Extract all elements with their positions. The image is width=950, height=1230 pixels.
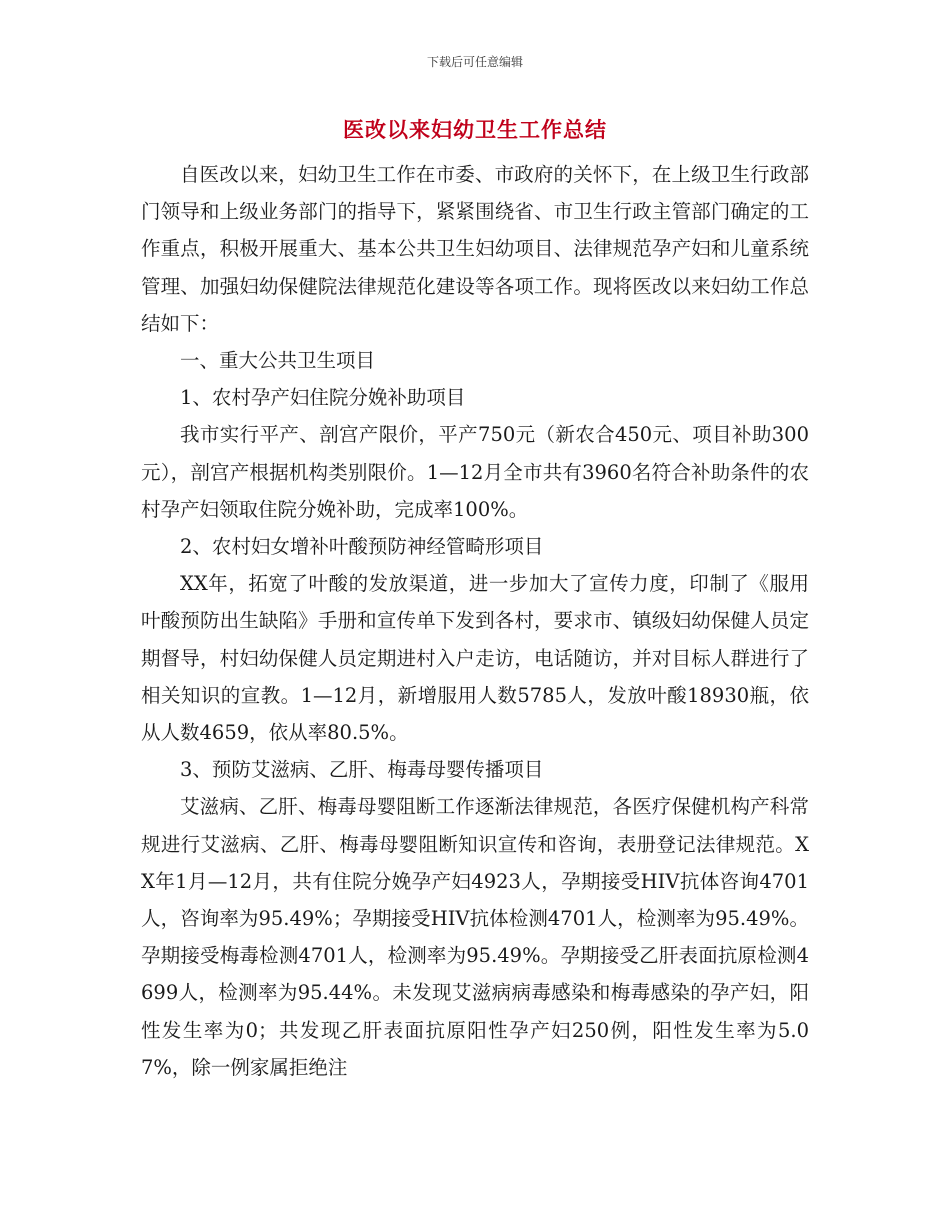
page-header: 下载后可任意编辑 bbox=[426, 55, 523, 69]
document-title: 医改以来妇幼卫生工作总结 bbox=[343, 117, 607, 142]
subheading-3: 3、预防艾滋病、乙肝、梅毒母婴传播项目 bbox=[180, 758, 544, 782]
document-body bbox=[141, 156, 809, 1086]
paragraph-delivery-subsidy: 我市实行平产、剖宫产限价，平产750元（新农合450元、项目补助300元），剖宫产根据机构类别限价。1—12月全市共有3960名符合补助条件的农村孕产妇领取住院分娩补助，完成率100%。 bbox=[141, 423, 809, 521]
paragraph-intro: 自医改以来，妇幼卫生工作在市委、市政府的关怀下，在上级卫生行政部门领导和上级业务部门的指导下，紧紧围绕省、市卫生行政主管部门确定的工作重点，积极开展重大、基本公共卫生妇幼项目、法律规范孕产妇和儿童系统管理、加强妇幼保健院法律规范化建设等各项工作。现将医改以来妇幼工作总结如下： bbox=[141, 163, 809, 335]
paragraph-mother-infant-transmission: 艾滋病、乙肝、梅毒母婴阻断工作逐渐法律规范，各医疗保健机构产科常规进行艾滋病、乙肝、梅毒母婴阻断知识宣传和咨询，表册登记法律规范。XX年1月—12月，共有住院分娩孕产妇4923人，孕期接受HIV抗体咨询4701人，咨询率为95.49%；孕期接受HIV抗体检测4701人，检测率为95.49%。孕期接受梅毒检测4701人，检测率为95.49%。孕期接受乙肝表面抗原检测4699人，检测率为95.44%。未发现艾滋病病毒感染和梅毒感染的孕产妇，阳性发生率为0；共发现乙肝表面抗原阳性孕产妇250例，阳性发生率为5.07%，除一例家属拒绝注 bbox=[141, 795, 809, 1079]
section-heading-1: 一、重大公共卫生项目 bbox=[180, 349, 376, 373]
paragraph-folic-acid: XX年，拓宽了叶酸的发放渠道，进一步加大了宣传力度，印制了《服用叶酸预防出生缺陷》手册和宣传单下发到各村，要求市、镇级妇幼保健人员定期督导，村妇幼保健人员定期进村入户走访，电话随访，并对目标人群进行了相关知识的宣教。1—12月，新增服用人数5785人，发放叶酸18930瓶，依从人数4659，依从率80.5%。 bbox=[141, 572, 809, 745]
subheading-1: 1、农村孕产妇住院分娩补助项目 bbox=[180, 386, 466, 410]
subheading-2: 2、农村妇女增补叶酸预防神经管畸形项目 bbox=[180, 535, 544, 559]
